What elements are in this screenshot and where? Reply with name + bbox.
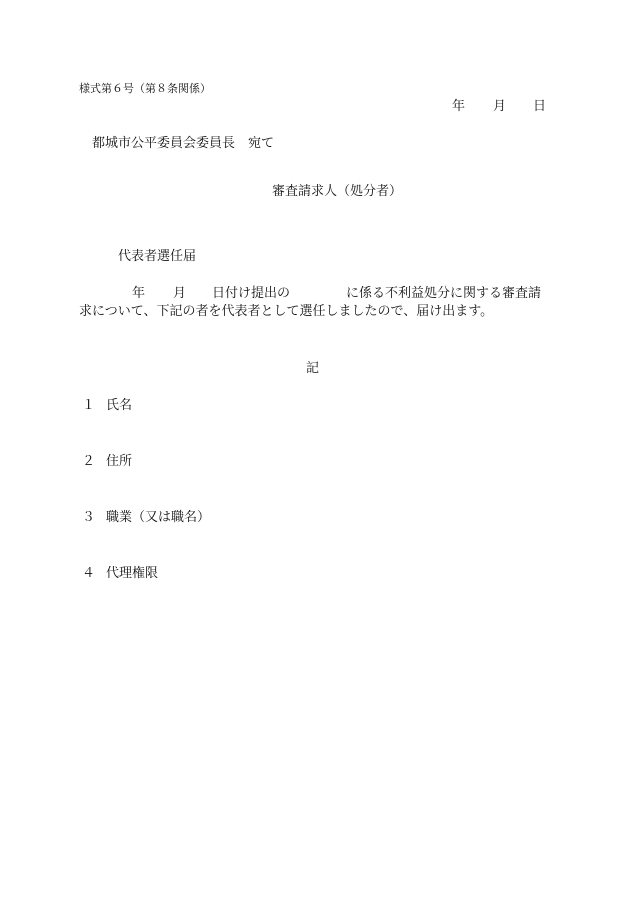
body-date-submitted-of: 日付け提出の [212, 286, 291, 301]
item-number: ２ [82, 454, 96, 469]
date-line [452, 98, 552, 116]
body-line-1 [79, 285, 549, 303]
item-1 [82, 397, 282, 415]
item-number: ４ [82, 566, 96, 581]
body-month: 月 [173, 286, 187, 301]
body-regarding: に係る不利益処分に関する審査請 [346, 286, 542, 301]
requester-label: 審査請求人（処分者） [272, 184, 403, 199]
form-number: 様式第６号（第８条関係） [79, 82, 211, 95]
date-month: 月 [493, 99, 507, 114]
item-label: 代理権限 [106, 566, 159, 581]
item-label: 住所 [106, 454, 133, 469]
item-2 [82, 453, 282, 471]
body-line-2: 求について、下記の者を代表者として選任しましたので、届け出ます。 [79, 304, 494, 319]
addressee: 都城市公平委員会委員長 宛て [92, 136, 275, 151]
item-3 [82, 509, 282, 527]
date-day: 日 [533, 99, 547, 114]
body-year: 年 [132, 286, 146, 301]
item-number: １ [82, 398, 96, 413]
item-label: 職業（又は職名） [106, 510, 211, 525]
document-title: 代表者選任届 [118, 249, 197, 264]
item-number: ３ [82, 510, 96, 525]
item-label: 氏名 [106, 398, 133, 413]
notes-heading: 記 [306, 361, 320, 376]
date-year: 年 [452, 99, 466, 114]
item-4 [82, 565, 282, 583]
